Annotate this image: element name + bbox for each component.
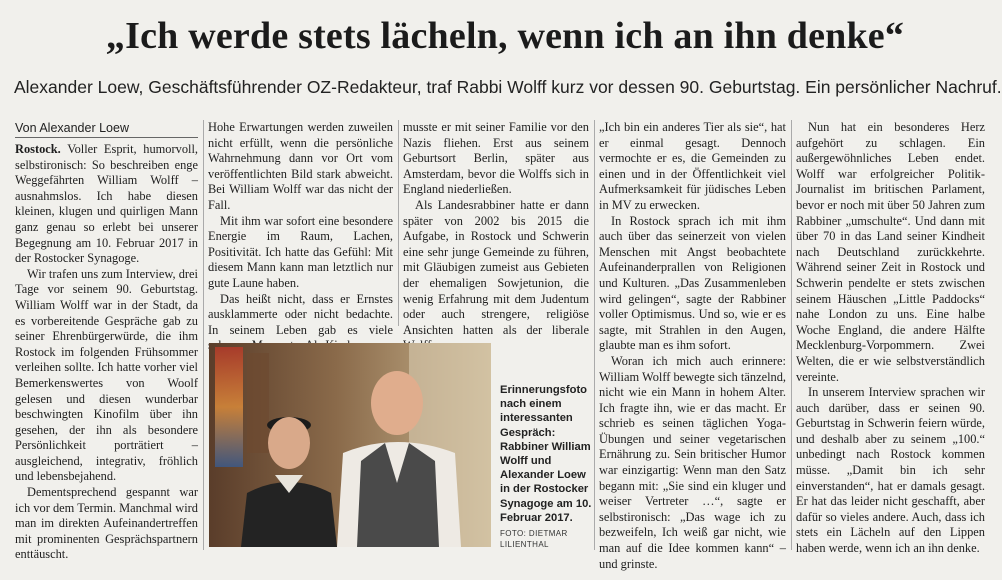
- paragraph: In unserem Interview sprachen wir auch darüber, dass er seinen 90. Geburtstag in Schwerin feiern würde, und deshalb aber zu seinem „100.“ unbedingt nach Rostock kommen müsse. „Damit bin ich sehr einverstanden“, hat er damals gesagt. Er hat das leider nicht geschafft, aber dafür so vieles andere. Auch, dass ich stets ein Lächeln auf den Lippen haben werde, wenn ich an ihn denke.: [796, 385, 985, 556]
- photo-illustration: [209, 343, 491, 547]
- dateline: Rostock.: [15, 142, 61, 156]
- paragraph: Dementsprechend gespannt war ich vor dem Termin. Manchmal wird man im direkten Aufeinandertreffen mit prominenten Gesprächspartnern enttäuscht.: [15, 485, 198, 562]
- paragraph: [15, 142, 198, 267]
- column-divider: [203, 120, 204, 550]
- byline-rule: [15, 137, 198, 138]
- column-divider: [594, 120, 595, 550]
- paragraph: musste er mit seiner Familie vor den Nazis fliehen. Erst aus seinem Geburtsort Berlin, später aus Amsterdam, bevor die Wolffs sich in England niederließen.: [403, 120, 589, 197]
- paragraph: „Ich bin ein anderes Tier als sie“, hat er einmal gesagt. Dennoch vermochte er es, die Gemeinden zu einen und in der Öffentlichkeit viel Aufmerksamkeit für jüdisches Leben in MV zu erwecken.: [599, 120, 786, 212]
- paragraph: Nun hat ein besonderes Herz aufgehört zu schlagen. Ein außergewöhnliches Leben endet. Wolff war erfolgreicher Politik-Journalist im britischen Parlament, bevor er noch mit über 50 Jahren zum Rabbiner „umschulte“. Und dann mit über 70 in das Land seiner Kindheit nach Deutschland zurückkehrte. Während seiner Zeit in Rostock und Schwerin pendelte er stets zwischen seinem Häuschen „Little Paddocks“ nahe London zu uns. Eine halbe Woche England, die andere Hälfte Mecklenburg-Vorpommern. Zwei Welten, die er wie selbstverständlich vereinte.: [796, 120, 985, 384]
- article-column-1: [15, 142, 199, 562]
- photo-credit: FOTO: DIETMAR LILIENTHAL: [500, 529, 568, 550]
- article-column-5: [796, 120, 985, 556]
- article-column-3: [403, 120, 589, 337]
- article-column-2: [208, 120, 393, 337]
- paragraph: Wir trafen uns zum Interview, drei Tage vor seinem 90. Geburtstag. William Wolff war in der Stadt, da es vorbereitende Gespräche gab zu seiner Ehrenbürgerwürde, die ihm Rostock im folgenden Frühsommer verleihen sollte. Ich hatte vorher viel Bemerkenswertes von Woolf gelesen und diesen wunderbar beschwingten Kinofilm über ihn gesehen, der ihn als besondere Persönlichkeit porträtiert – ausgleichend, integrativ, fröhlich und lebensbejahend.: [15, 266, 198, 484]
- paragraph: Mit ihm war sofort eine besondere Energie im Raum, Lachen, Positivität. Ich hatte das Gefühl: Mit diesem Mann kann man letztlich nur gute Laune haben.: [208, 213, 393, 290]
- paragraph: Das heißt nicht, dass er Ernstes ausklammerte oder nicht bedachte. In seinem Leben gab es viele: [208, 291, 393, 337]
- byline: Von Alexander Loew: [15, 121, 129, 135]
- paragraph-text: Voller Esprit, humorvoll, selbstironisch: So beschreiben enge Weggefährten William Wolff – ausnahmslos. Ich habe diesen kleinen, klugen und quirligen Mann ganz genau so erlebt bei unserer Begegnung am 10. Februar 2017 in der Rostocker Synagoge.: [15, 142, 199, 266]
- photo-caption: [500, 383, 592, 550]
- column-divider: [791, 120, 792, 550]
- article-photo: [209, 343, 491, 547]
- paragraph: Woran ich mich auch erinnere: William Wolff bewegte sich tänzelnd, nicht wie ein Mann in hohem Alter. Ich fragte ihn, wie er das macht. Er schrieb es seinen täglichen Yoga-Übungen und seiner vegetarischen Ernährung zu. Sein britischer Humor war einzigartig: Wenn man den Satz begann mit: „Sie sind ein kluger und weiser Vertreter …“, sagte er selbstironisch: „Das wage ich zu bezweifeln, Ich weiß gar nicht, wie man auf die Idee kommen kann“ – und grinste.: [599, 353, 786, 571]
- subheadline: Alexander Loew, Geschäftsführender OZ-Redakteur, traf Rabbi Wolff kurz vor dessen 90. Geburtstag. Ein persönlicher Nachruf.: [14, 77, 1002, 97]
- paragraph: In Rostock sprach ich mit ihm auch über das seinerzeit von vielen Menschen mit Angst beobachtete Aufeinanderprallen von Religionen und Kulturen. „Das Zusammenleben wird gelingen“, sagte der Rabbiner voller Optimismus. Und so, wie er es sagte, mit Strahlen in den Augen, glaubte man es ihm sofort.: [599, 213, 786, 353]
- column-divider: [398, 120, 399, 326]
- paragraph: Als Landesrabbiner hatte er dann später von 2002 bis 2015 die Aufgabe, in Rostock und Schwerin eine sehr junge Gemeinde zu führen, mit Gläubigen zumeist aus Gebieten der ehemaligen Sowjetunion, die wenig Erfahrung mit dem Judentum oder auch strengere, religiöse Ansichten hatten als der liberale: [403, 197, 589, 337]
- article-column-4: [599, 120, 786, 571]
- paragraph: Hohe Erwartungen werden zuweilen nicht erfüllt, wenn die persönliche Wahrnehmung dann vor Ort vom veröffentlichten Bild stark abweicht. Bei William Wolff war das nicht der Fall.: [208, 120, 393, 212]
- caption-text: Erinnerungsfoto nach einem interessanten Gespräch: Rabbiner William Wolff und Alexander Loew in der Rostocker Synagoge am 10. Februar 2017.: [500, 384, 592, 524]
- headline: „Ich werde stets lächeln, wenn ich an ihn denke“: [105, 15, 905, 57]
